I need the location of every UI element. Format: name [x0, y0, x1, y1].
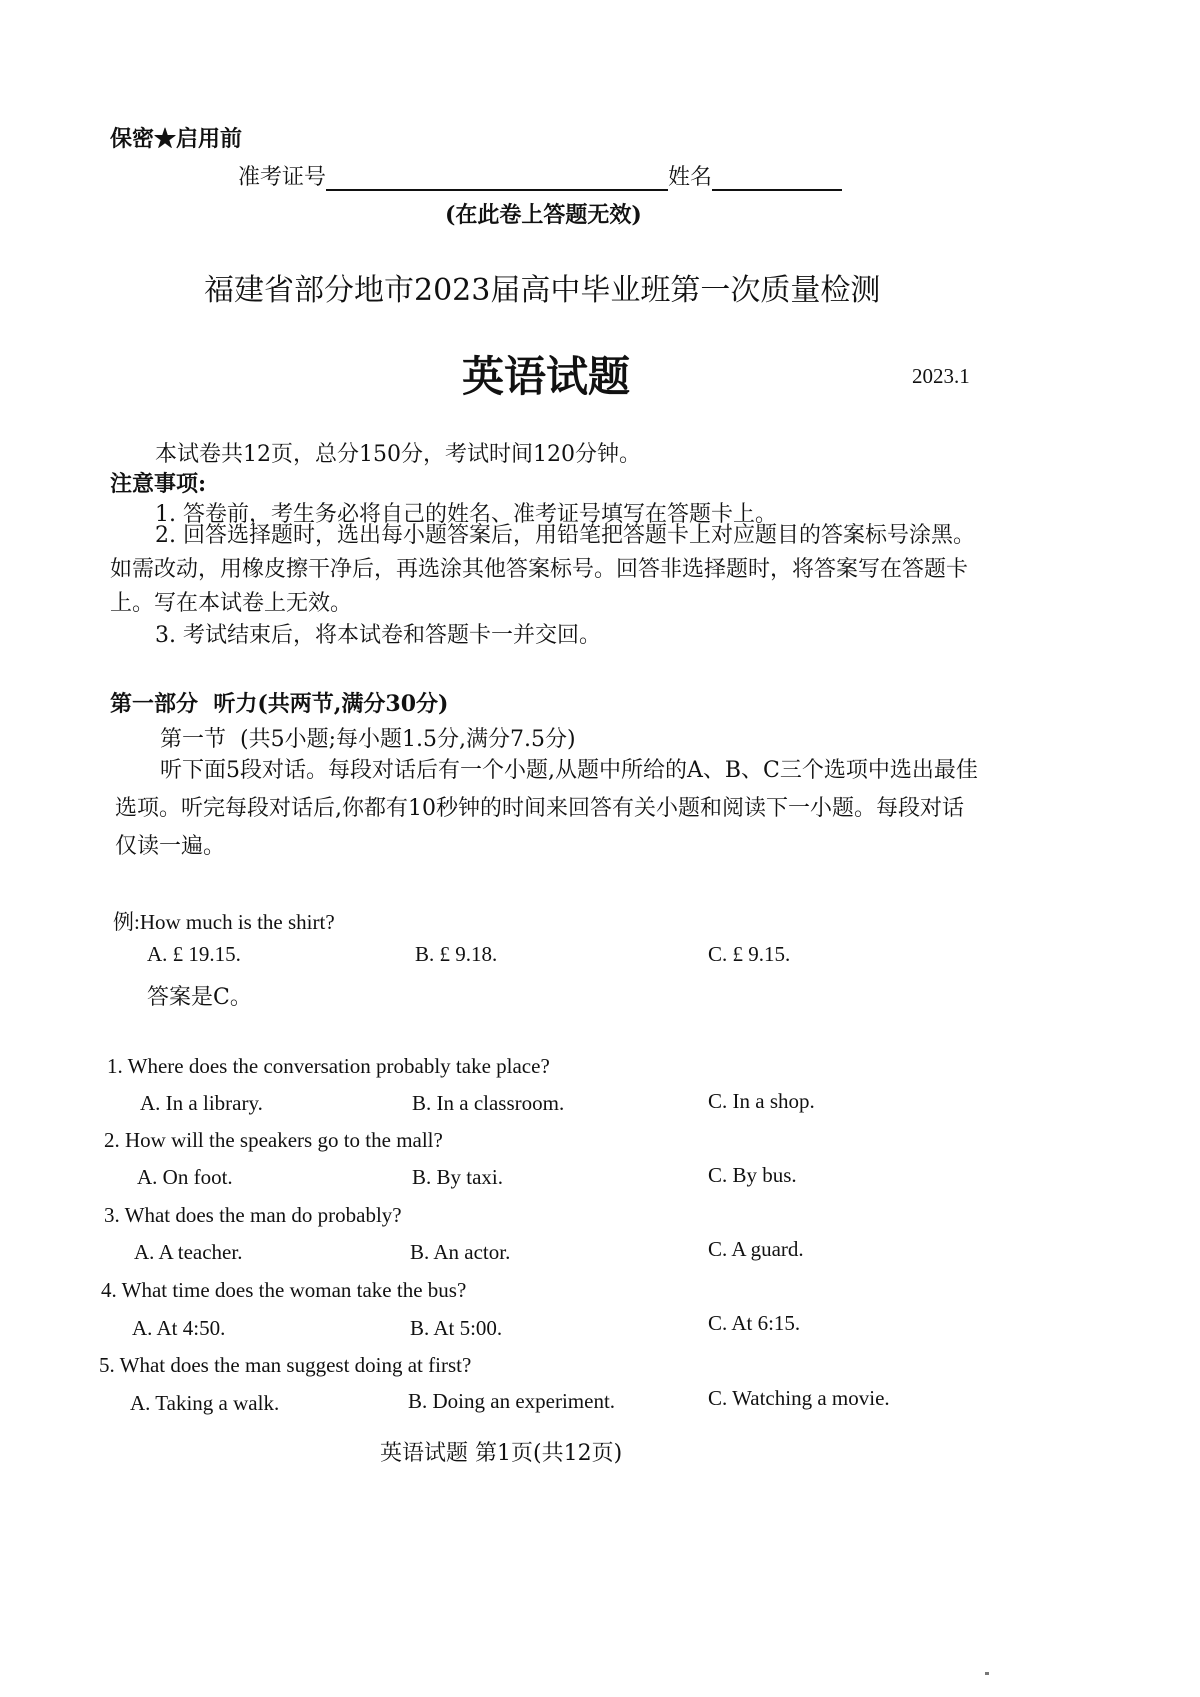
q3-option-b: B. An actor. [410, 1240, 511, 1264]
question-1: 1. Where does the conversation probably take place? [107, 1054, 550, 1078]
q4-option-b: B. At 5:00. [410, 1316, 503, 1340]
example-option-c: C. £ 9.15. [708, 942, 791, 966]
q5-option-b: B. Doing an experiment. [408, 1389, 616, 1413]
id-blank[interactable] [326, 167, 668, 191]
name-blank[interactable] [712, 167, 842, 191]
notice-item-2: 2. 回答选择题时，选出每小题答案后，用铅笔把答题卡上对应题目的答案标号涂黑。如需改动，用橡皮擦干净后，再选涂其他答案标号。回答非选择题时，将答案写在答题卡上。写在本试卷上无效。 [110, 523, 975, 616]
question-2: 2. How will the speakers go to the mall? [104, 1128, 443, 1152]
q4-option-c: C. At 6:15. [708, 1311, 801, 1335]
example-question: 例:How much is the shirt? [113, 910, 335, 934]
exam-date: 2023.1 [912, 364, 970, 388]
exam-title: 福建省部分地市2023届高中毕业班第一次质量检测 [204, 273, 881, 308]
notice-item-3: 3. 考试结束后，将本试卷和答题卡一并交回。 [155, 623, 601, 648]
secret-label: 保密★启用前 [110, 126, 243, 152]
exam-info: 本试卷共12页，总分150分，考试时间120分钟。 [155, 442, 641, 467]
q2-option-b: B. By taxi. [412, 1165, 504, 1189]
invalid-note: (在此卷上答题无效) [445, 202, 642, 228]
example-option-b: B. £ 9.18. [415, 942, 498, 966]
q2-option-c: C. By bus. [708, 1163, 797, 1187]
id-name-line [238, 160, 842, 191]
scan-speck [985, 1672, 989, 1675]
q5-option-a: A. Taking a walk. [130, 1391, 280, 1415]
example-answer: 答案是C。 [147, 985, 252, 1010]
q4-option-a: A. At 4:50. [132, 1316, 226, 1340]
part1-heading: 第一部分 听力(共两节,满分30分) [110, 691, 449, 717]
q2-option-a: A. On foot. [137, 1165, 233, 1189]
q1-option-a: A. In a library. [140, 1091, 263, 1115]
question-4: 4. What time does the woman take the bus? [101, 1278, 467, 1302]
subject-title: 英语试题 [462, 352, 631, 401]
q1-option-c: C. In a shop. [708, 1089, 815, 1113]
q1-option-b: B. In a classroom. [412, 1091, 565, 1115]
q5-option-c: C. Watching a movie. [708, 1386, 890, 1410]
page-footer: 英语试题 第1页(共12页) [380, 1441, 623, 1466]
q3-option-a: A. A teacher. [134, 1240, 243, 1264]
q3-option-c: C. A guard. [708, 1237, 804, 1261]
notice-heading: 注意事项: [110, 471, 207, 497]
example-option-a: A. £ 19.15. [147, 942, 241, 966]
question-5: 5. What does the man suggest doing at first? [99, 1353, 472, 1377]
notice-item-1: 1. 答卷前，考生务必将自己的姓名、准考证号填写在答题卡上。 [155, 502, 777, 527]
name-label: 姓名 [668, 165, 713, 190]
id-label: 准考证号 [238, 165, 327, 190]
part1-instructions: 听下面5段对话。每段对话后有一个小题,从题中所给的A、B、C三个选项中选出最佳选项。听完每段对话后,你都有10秒钟的时间来回答有关小题和阅读下一小题。每段对话仅读一遍。 [115, 758, 978, 859]
section1-heading: 第一节 (共5小题;每小题1.5分,满分7.5分) [160, 727, 576, 752]
question-3: 3. What does the man do probably? [104, 1203, 402, 1227]
